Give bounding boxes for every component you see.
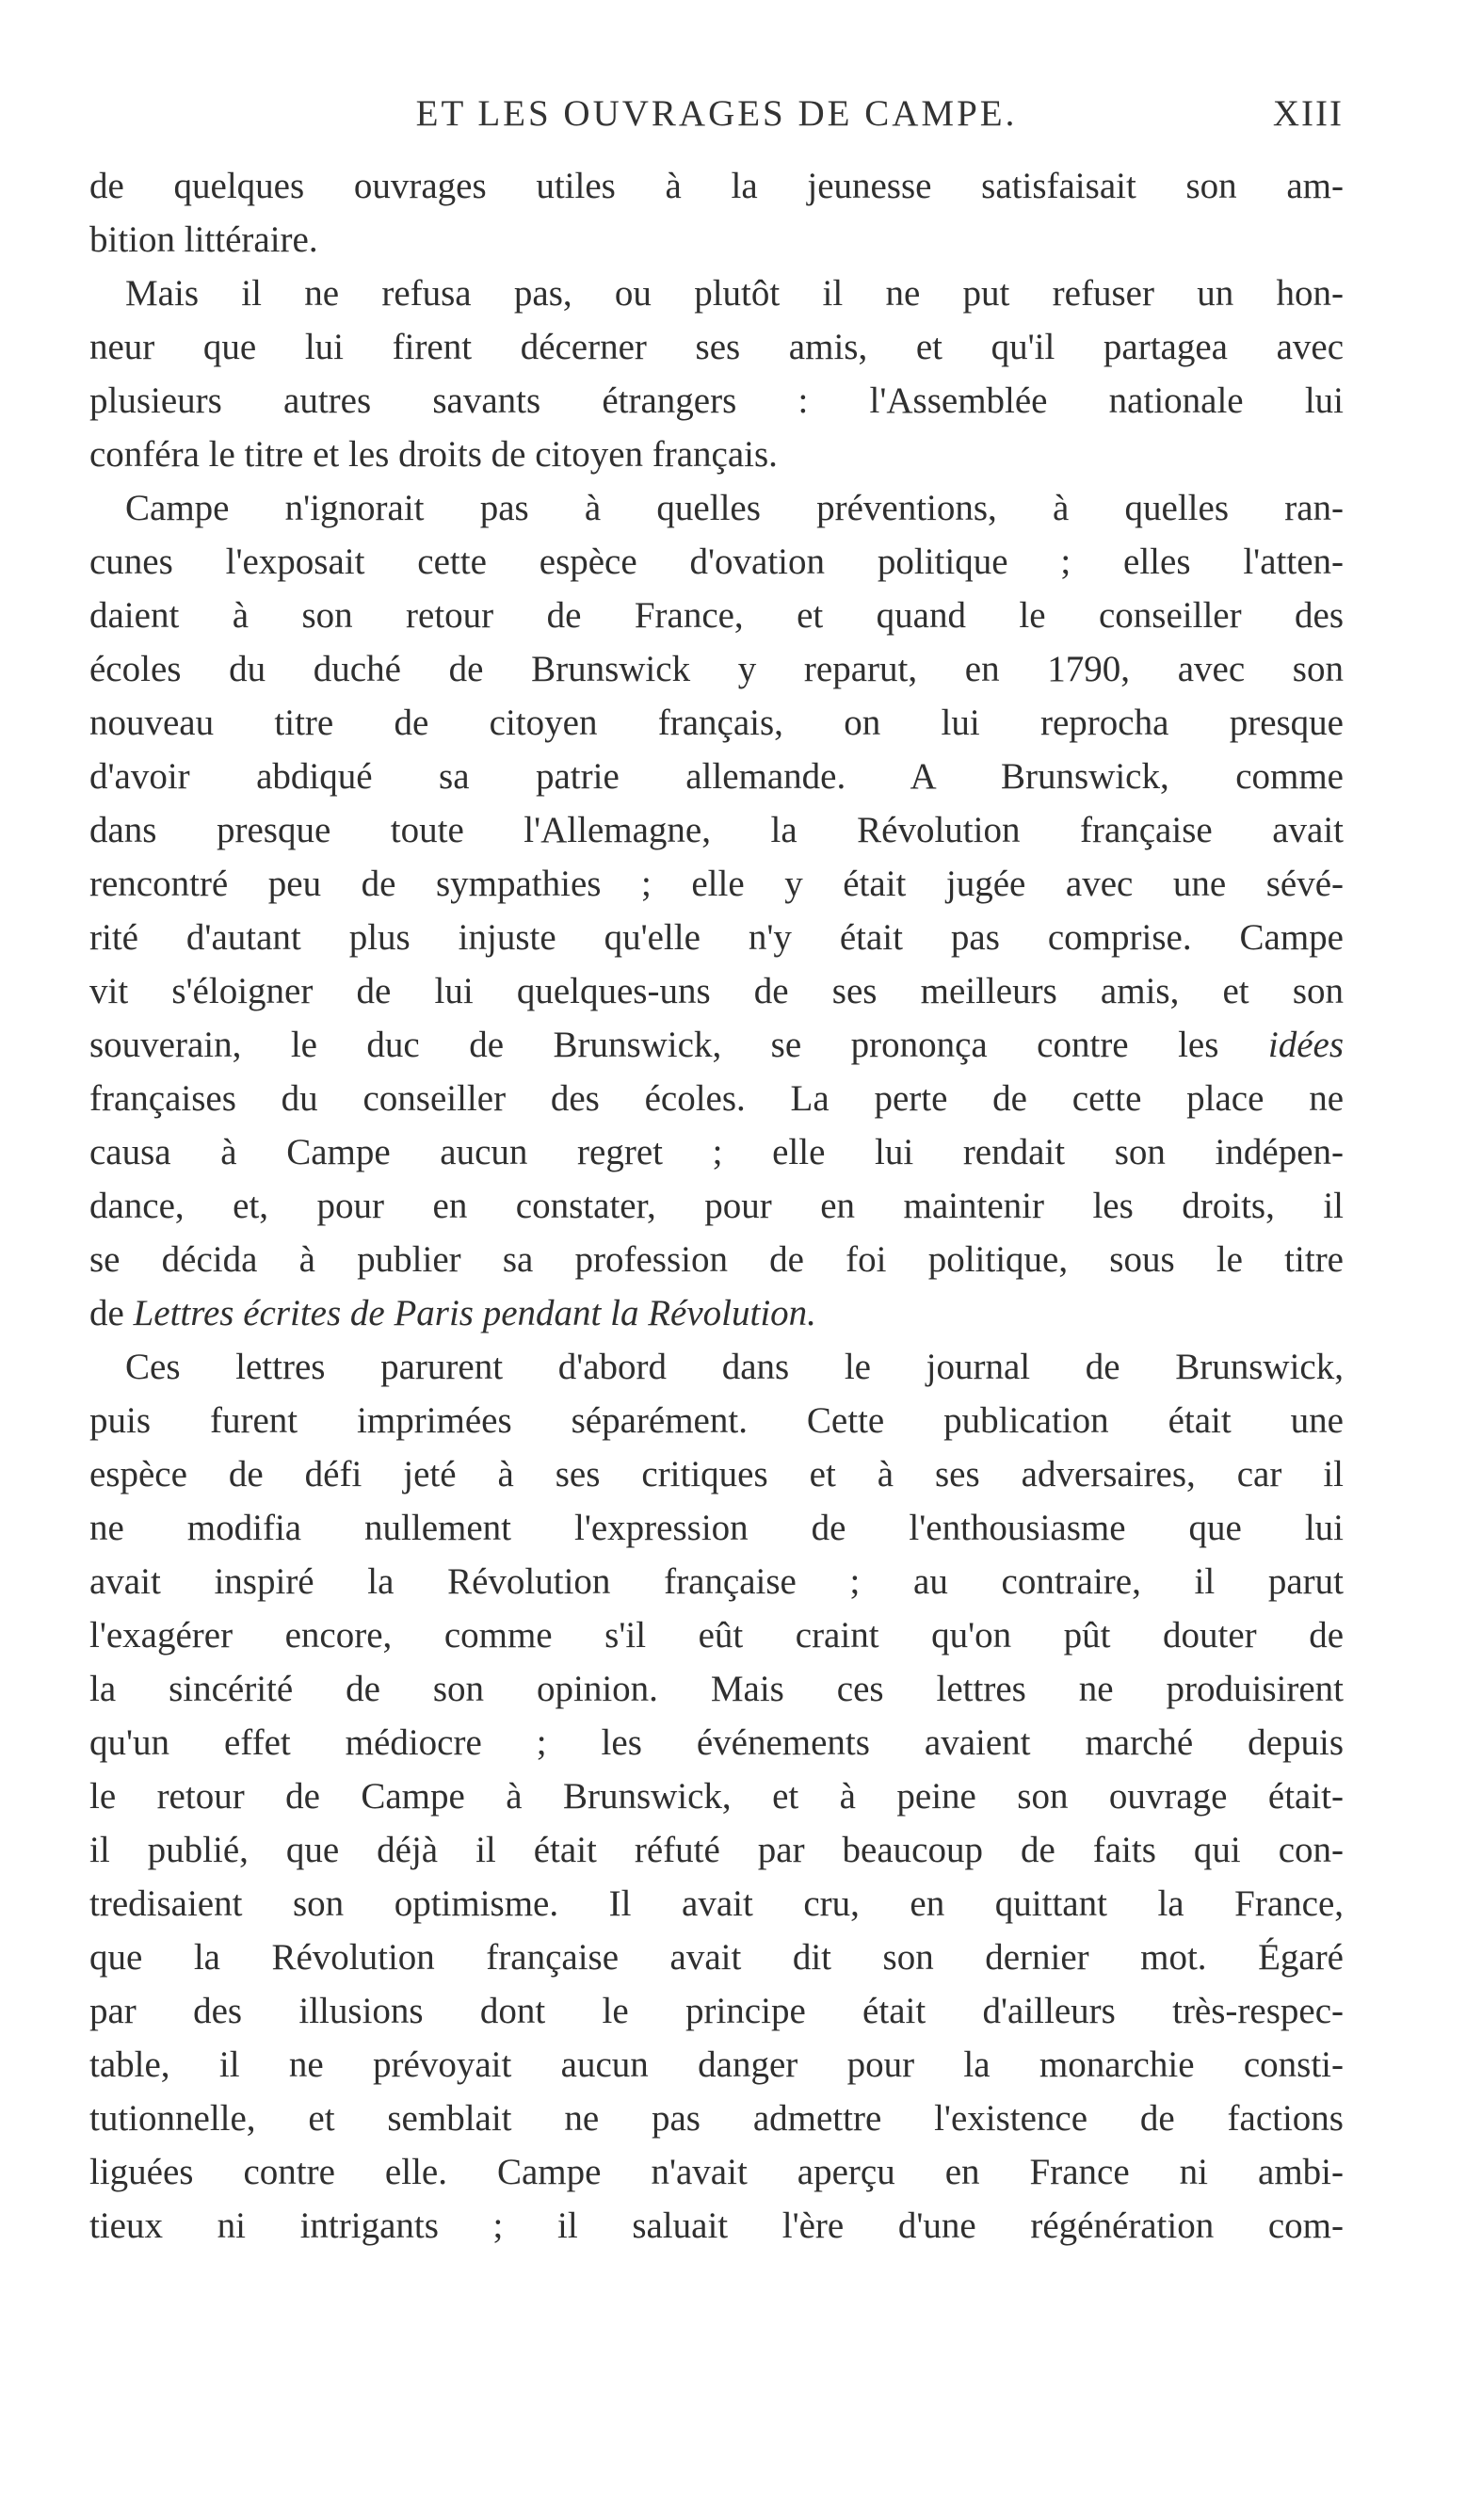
text-line: le retour de Campe à Brunswick, et à peine son ouvrage était-: [89, 1776, 1344, 1817]
text-line: que la Révolution française avait dit son dernier mot. Égaré: [89, 1937, 1344, 1978]
text-line: l'exagérer encore, comme s'il eût craint qu'on pût douter de: [89, 1615, 1344, 1656]
text-line: ne modifia nullement l'expression de l'enthousiasme que lui: [89, 1508, 1344, 1548]
italic-book-title: Lettres écrites de Paris pendant la Révolution.: [133, 1293, 816, 1333]
italic-word: idées: [1267, 1025, 1344, 1065]
running-title: ET LES OUVRAGES DE CAMPE.: [415, 93, 1018, 134]
text-line: bition littéraire.: [89, 219, 318, 260]
text-line: liguées contre elle. Campe n'avait aperçu en France ni ambi-: [89, 2152, 1344, 2192]
text-line: nouveau titre de citoyen français, on lui reprocha presque: [89, 703, 1344, 743]
text-line: françaises du conseiller des écoles. La perte de cette place ne: [89, 1078, 1344, 1119]
text-line: la sincérité de son opinion. Mais ces lettres ne produisirent: [89, 1669, 1344, 1709]
text-line: Mais il ne refusa pas, ou plutôt il ne put refuser un hon-: [125, 273, 1344, 314]
text-line-with-italic-title: [89, 1286, 1344, 1340]
text-line: conféra le titre et les droits de citoyen français.: [89, 434, 778, 475]
text-line: plusieurs autres savants étrangers : l'Assemblée nationale lui: [89, 380, 1344, 421]
page-number: XIII: [1272, 93, 1344, 134]
text-segment: de: [89, 1293, 124, 1333]
text-line: puis furent imprimées séparément. Cette publication était une: [89, 1400, 1344, 1441]
text-line: de quelques ouvrages utiles à la jeunesse satisfaisait son am-: [89, 166, 1344, 206]
text-line: d'avoir abdiqué sa patrie allemande. A Brunswick, comme: [89, 756, 1344, 797]
running-header: [89, 90, 1344, 137]
text-line: tredisaient son optimisme. Il avait cru, en quittant la France,: [89, 1883, 1344, 1924]
text-line: il publié, que déjà il était réfuté par beaucoup de faits qui con-: [89, 1830, 1344, 1870]
text-line: table, il ne prévoyait aucun danger pour la monarchie consti-: [89, 2044, 1344, 2085]
text-line: dans presque toute l'Allemagne, la Révolution française avait: [89, 810, 1344, 850]
text-line: cunes l'exposait cette espèce d'ovation politique ; elles l'atten-: [89, 541, 1344, 582]
text-segment: souverain, le duc de Brunswick, se prononça contre les: [89, 1025, 1219, 1065]
text-line: Campe n'ignorait pas à quelles préventions, à quelles ran-: [125, 488, 1344, 528]
text-line: rencontré peu de sympathies ; elle y était jugée avec une sévé-: [89, 864, 1344, 904]
text-line-with-italic: [89, 1018, 1344, 1072]
text-line: avait inspiré la Révolution française ; au contraire, il parut: [89, 1561, 1344, 1602]
text-line: neur que lui firent décerner ses amis, et qu'il partagea avec: [89, 327, 1344, 367]
text-line: tieux ni intrigants ; il saluait l'ère d'une régénération com-: [89, 2205, 1344, 2246]
text-line: causa à Campe aucun regret ; elle lui rendait son indépen-: [89, 1132, 1344, 1172]
text-line: qu'un effet médiocre ; les événements avaient marché depuis: [89, 1722, 1344, 1763]
text-line: Ces lettres parurent d'abord dans le journal de Brunswick,: [125, 1347, 1344, 1387]
text-line: se décida à publier sa profession de foi politique, sous le titre: [89, 1239, 1344, 1280]
text-line: par des illusions dont le principe était d'ailleurs très-respec-: [89, 1991, 1344, 2031]
text-line: rité d'autant plus injuste qu'elle n'y était pas comprise. Campe: [89, 917, 1344, 958]
text-line: écoles du duché de Brunswick y reparut, en 1790, avec son: [89, 649, 1344, 689]
text-line: tutionnelle, et semblait ne pas admettre l'existence de factions: [89, 2098, 1344, 2139]
text-line: daient à son retour de France, et quand le conseiller des: [89, 595, 1344, 636]
text-line: vit s'éloigner de lui quelques-uns de ses meilleurs amis, et son: [89, 971, 1344, 1011]
body-text: [89, 159, 1344, 2253]
text-line: dance, et, pour en constater, pour en maintenir les droits, il: [89, 1186, 1344, 1226]
text-line: espèce de défi jeté à ses critiques et à ses adversaires, car il: [89, 1454, 1344, 1494]
